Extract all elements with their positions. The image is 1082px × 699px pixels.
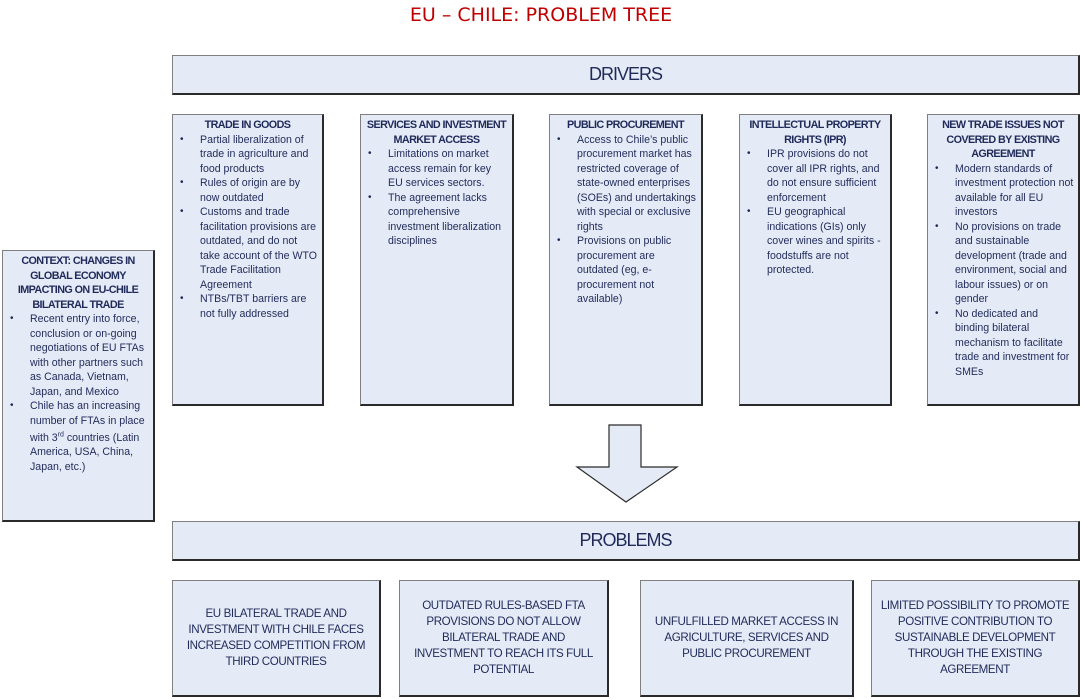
- down-arrow-icon: [575, 424, 679, 504]
- driver-box-ipr: [739, 114, 892, 406]
- driver-bullet-list: [932, 162, 1074, 380]
- driver-heading: INTELLECTUAL PROPERTY RIGHTS (IPR): [749, 119, 881, 146]
- problem-text: LIMITED POSSIBILITY TO PROMOTE POSITIVE CONTRIBUTION TO SUSTAINABLE DEVELOPMENT THROUGH THE EXISTING AGREEMENT: [880, 599, 1070, 676]
- drivers-banner-label: DRIVERS: [588, 64, 662, 84]
- problem-text: UNFULFILLED MARKET ACCESS IN AGRICULTURE, SERVICES AND PUBLIC PROCUREMENT: [654, 615, 839, 660]
- context-box: [2, 250, 155, 522]
- context-bullet: [7, 399, 149, 474]
- problem-box-outdated-rules: [399, 580, 609, 697]
- context-bullet-text: Chile has an increasing number of FTAs in place with 3rd countries (Latin America, USA, China, Japan, etc.): [30, 400, 145, 473]
- driver-box-trade-in-goods: [172, 114, 324, 406]
- driver-bullet: • Partial liberalization of trade in agriculture and food products: [177, 133, 318, 177]
- problem-box-competition: [172, 580, 381, 697]
- driver-box-new-trade-issues: [927, 114, 1080, 406]
- driver-bullet: • Modern standards of investment protection not available for all EU investors: [932, 162, 1074, 220]
- driver-bullet: • Access to Chile’s public procurement market has restricted coverage of state-owned enterprises (SOEs) and undertakings with special or exclusive rights: [554, 133, 697, 235]
- driver-bullet: • Provisions on public procurement are outdated (eg, e-procurement not available): [554, 234, 697, 307]
- driver-bullet: • IPR provisions do not cover all IPR rights, and do not ensure sufficient enforcement: [744, 147, 886, 205]
- page-title: EU – CHILE: PROBLEM TREE: [409, 4, 673, 26]
- context-bullet: • Recent entry into force, conclusion or on-going negotiations of EU FTAs with other partners such as Canada, Vietnam, Japan, and Mexico: [7, 312, 149, 399]
- driver-heading: NEW TRADE ISSUES NOT COVERED BY EXISTING AGREEMENT: [942, 119, 1064, 160]
- context-bullet-list: [7, 312, 149, 474]
- problem-text: OUTDATED RULES-BASED FTA PROVISIONS DO NOT ALLOW BILATERAL TRADE AND INVESTMENT TO REACH ITS FULL POTENTIAL: [414, 599, 593, 676]
- driver-bullet: • Customs and trade facilitation provisions are outdated, and do not take account of the WTO Trade Facilitation Agreement: [177, 205, 318, 292]
- driver-bullet-list: [365, 147, 508, 249]
- driver-bullet-list: [177, 133, 318, 322]
- driver-bullet: • The agreement lacks comprehensive investment liberalization disciplines: [365, 191, 508, 249]
- driver-heading: SERVICES AND INVESTMENT MARKET ACCESS: [366, 119, 507, 146]
- problem-box-sustainable-development: [871, 580, 1080, 697]
- driver-bullet-list: [744, 147, 886, 278]
- problem-text: EU BILATERAL TRADE AND INVESTMENT WITH CHILE FACES INCREASED COMPETITION FROM THIRD COUNTRIES: [186, 607, 366, 668]
- context-heading: CONTEXT: CHANGES IN GLOBAL ECONOMY IMPACTING ON EU-CHILE BILATERAL TRADE: [17, 255, 139, 311]
- driver-bullet: • No dedicated and binding bilateral mechanism to facilitate trade and investment for SMEs: [932, 307, 1074, 380]
- driver-bullet: • No provisions on trade and sustainable development (trade and environment, social and labour issues) or on gender: [932, 220, 1074, 307]
- driver-heading: PUBLIC PROCUREMENT: [567, 119, 684, 131]
- driver-bullet: • Limitations on market access remain for key EU services sectors.: [365, 147, 508, 191]
- drivers-banner: [172, 55, 1080, 95]
- driver-heading: TRADE IN GOODS: [204, 119, 291, 131]
- problem-box-market-access: [640, 580, 854, 697]
- problems-banner: [172, 521, 1080, 561]
- driver-bullet: • EU geographical indications (GIs) only cover wines and spirits - foodstuffs are not protected.: [744, 205, 886, 278]
- driver-bullet: • NTBs/TBT barriers are not fully addressed: [177, 292, 318, 321]
- driver-bullet-list: [554, 133, 697, 307]
- driver-box-services-investment: [360, 114, 514, 406]
- problems-banner-label: PROBLEMS: [579, 530, 672, 550]
- driver-box-public-procurement: [549, 114, 703, 406]
- driver-bullet: • Rules of origin are by now outdated: [177, 176, 318, 205]
